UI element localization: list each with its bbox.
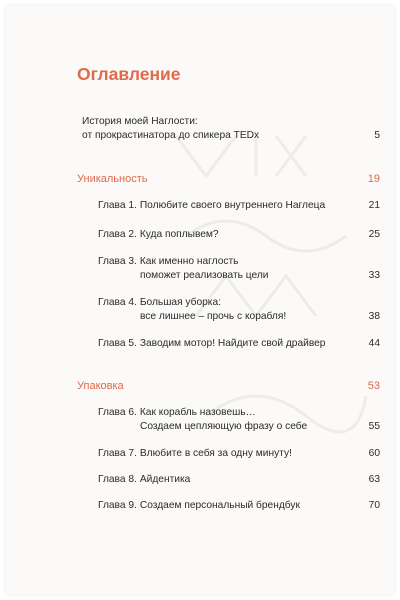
- chapter-prefix: Глава 9.: [98, 500, 137, 511]
- toc-chapter-entry[interactable]: [98, 337, 325, 351]
- toc-chapter-entry[interactable]: [98, 473, 190, 487]
- toc-chapter-entry[interactable]: [98, 447, 292, 461]
- chapter-prefix: Глава 8.: [98, 474, 137, 485]
- toc-section-page: 53: [367, 380, 380, 392]
- chapter-prefix: Глава 2.: [98, 229, 137, 240]
- chapter-title: Заводим мотор! Найдите свой драйвер: [139, 338, 326, 349]
- chapter-title: Большая уборка:: [139, 297, 221, 308]
- chapter-title-cont: поможет реализовать цели: [140, 270, 269, 281]
- chapter-title: Куда поплывем?: [139, 229, 219, 240]
- toc-intro-entry[interactable]: [82, 115, 259, 143]
- toc-chapter-entry[interactable]: [98, 406, 307, 434]
- chapter-page: 70: [368, 500, 380, 511]
- chapter-page: 44: [368, 338, 380, 349]
- toc-intro-line2: от прокрастинатора до спикера TEDx: [82, 130, 260, 141]
- toc-chapter-entry[interactable]: [98, 228, 219, 242]
- chapter-title: Как именно наглость: [139, 256, 239, 267]
- chapter-title-cont: все лишнее – прочь с корабля!: [140, 311, 287, 322]
- chapter-page: 38: [368, 311, 380, 322]
- chapter-prefix: Глава 1.: [98, 200, 137, 211]
- toc-intro-page: 5: [374, 130, 380, 141]
- chapter-title: Создаем персональный брендбук: [139, 500, 300, 511]
- book-page: [6, 6, 394, 594]
- chapter-prefix: Глава 3.: [98, 256, 137, 267]
- chapter-page: 33: [368, 270, 380, 281]
- chapter-title-cont: Создаем цепляющую фразу о себе: [140, 421, 308, 432]
- chapter-page: 55: [368, 421, 380, 432]
- toc-section-title[interactable]: Упаковка: [77, 380, 124, 392]
- chapter-page: 63: [368, 474, 380, 485]
- toc-chapter-entry[interactable]: [98, 255, 268, 283]
- chapter-title: Полюбите своего внутреннего Наглеца: [139, 200, 326, 211]
- toc-chapter-entry[interactable]: [98, 499, 300, 513]
- toc-chapter-entry[interactable]: [98, 296, 286, 324]
- toc-intro-line1: История моей Наглости:: [82, 116, 198, 127]
- chapter-prefix: Глава 6.: [98, 407, 137, 418]
- chapter-prefix: Глава 5.: [98, 338, 137, 349]
- chapter-page: 25: [368, 229, 380, 240]
- toc-title: Оглавление: [77, 64, 181, 84]
- chapter-prefix: Глава 4.: [98, 297, 137, 308]
- toc-chapter-entry[interactable]: [98, 199, 325, 213]
- chapter-page: 60: [368, 448, 380, 459]
- chapter-title: Как корабль назовешь…: [139, 407, 256, 418]
- chapter-page: 21: [368, 200, 380, 211]
- chapter-prefix: Глава 7.: [98, 448, 137, 459]
- chapter-title: Айдентика: [139, 474, 191, 485]
- chapter-title: Влюбите в себя за одну минуту!: [139, 448, 292, 459]
- toc-section-title[interactable]: Уникальность: [77, 173, 148, 185]
- toc-section-page: 19: [367, 173, 380, 185]
